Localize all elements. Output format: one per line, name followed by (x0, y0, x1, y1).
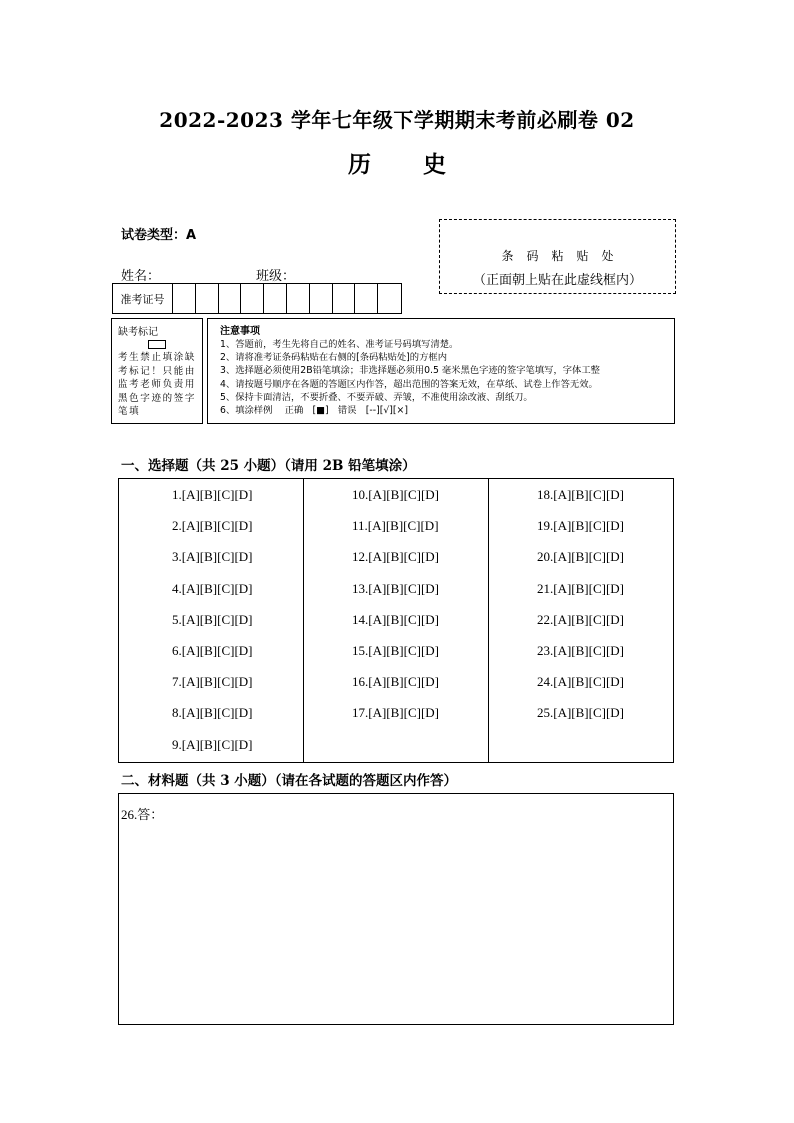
exam-id-cell[interactable] (287, 284, 310, 313)
mc-question[interactable]: 7.[A][B][C][D] (172, 674, 253, 690)
notice-item: 6、填涂样例 正确 [■] 错误 [--][√][×] (220, 405, 408, 417)
exam-id-cell[interactable] (264, 284, 287, 313)
absent-mark-checkbox[interactable] (148, 340, 166, 349)
mc-question[interactable]: 22.[A][B][C][D] (537, 611, 625, 627)
notice-box (207, 318, 675, 424)
name-class-line (121, 265, 395, 284)
absent-mark-title: 缺考标记 (118, 327, 158, 338)
mc-question[interactable]: 11.[A][B][C][D] (352, 518, 439, 534)
exam-id-grid (112, 283, 402, 314)
absent-mark-box (111, 318, 203, 424)
notice-title: 注意事项 (220, 326, 260, 337)
barcode-title: 条码粘贴处 (501, 249, 627, 263)
mc-question[interactable]: 10.[A][B][C][D] (352, 487, 440, 502)
exam-id-cell[interactable] (310, 284, 333, 313)
exam-id-cell[interactable] (173, 284, 196, 313)
section1-title: 一、选择题（共 25 小题）（请用 2B 铅笔填涂） (121, 458, 416, 474)
notice-item: 1、答题前，考生先将自己的姓名、准考证号码填写清楚。 (220, 339, 459, 350)
exam-id-cell[interactable] (333, 284, 356, 313)
mc-question[interactable]: 6.[A][B][C][D] (172, 642, 253, 658)
class-field[interactable] (295, 270, 395, 284)
mc-question[interactable]: 19.[A][B][C][D] (537, 518, 625, 534)
mc-question[interactable]: 15.[A][B][C][D] (352, 642, 440, 658)
exam-id-cell[interactable] (219, 284, 242, 313)
notice-item: 2、请将准考证条码粘贴在右侧的[条码粘贴处]的方框内 (220, 352, 447, 364)
mc-question[interactable]: 8.[A][B][C][D] (172, 705, 253, 721)
exam-id-cell[interactable] (196, 284, 219, 313)
exam-id-cell[interactable] (378, 284, 401, 313)
paper-type: 试卷类型：A (121, 228, 197, 243)
mc-question[interactable]: 25.[A][B][C][D] (537, 705, 625, 721)
absent-mark-text: 考生禁止填涂缺考标记！只能由监考老师负责用黑色字迹的签字笔填 (118, 352, 196, 417)
exam-id-cell[interactable] (355, 284, 378, 313)
mc-question[interactable]: 13.[A][B][C][D] (352, 580, 440, 596)
mc-question[interactable]: 2.[A][B][C][D] (172, 518, 253, 534)
barcode-area (439, 219, 676, 294)
mc-column-2 (304, 479, 489, 762)
page-title: 2022-2023 学年七年级下学期期末考前必刷卷 02 (159, 108, 635, 132)
notice-item: 4、请按题号顺序在各题的答题区内作答，超出范围的答案无效，在草纸、试卷上作答无效。 (220, 378, 598, 390)
subject-title: 历 史 (347, 151, 468, 178)
mc-question[interactable]: 14.[A][B][C][D] (352, 611, 440, 627)
section2-title: 二、材料题（共 3 小题）（请在各试题的答题区内作答） (121, 773, 458, 789)
mc-question[interactable]: 16.[A][B][C][D] (352, 674, 440, 690)
exam-id-cell[interactable] (241, 284, 264, 313)
mc-question[interactable]: 4.[A][B][C][D] (172, 580, 253, 596)
mc-question[interactable]: 3.[A][B][C][D] (172, 549, 253, 565)
barcode-instruction: （正面朝上贴在此虚线框内） (472, 273, 642, 288)
mc-column-3 (489, 479, 673, 762)
name-field[interactable] (160, 270, 256, 284)
mc-question[interactable]: 24.[A][B][C][D] (537, 674, 625, 690)
exam-id-label: 准考证号 (113, 284, 173, 313)
mc-question[interactable]: 20.[A][B][C][D] (537, 549, 625, 565)
mc-question[interactable]: 1.[A][B][C][D] (172, 487, 253, 502)
notice-item: 5、保持卡面清洁，不要折叠、不要弄破、弄皱，不准使用涂改液、刮纸刀。 (220, 391, 533, 403)
mc-question[interactable]: 12.[A][B][C][D] (352, 549, 440, 565)
mc-question[interactable]: 18.[A][B][C][D] (537, 487, 625, 502)
name-label: 姓名： (121, 269, 161, 284)
answer-area-26[interactable] (118, 793, 674, 1025)
mc-column-1 (119, 479, 304, 762)
notice-item: 3、选择题必须使用2B铅笔填涂；非选择题必须用0.5 毫米黑色字迹的签字笔填写，字体工整 (220, 365, 600, 377)
mc-question[interactable]: 21.[A][B][C][D] (537, 580, 625, 596)
mc-question[interactable]: 23.[A][B][C][D] (537, 642, 625, 658)
mc-question[interactable]: 17.[A][B][C][D] (352, 705, 440, 721)
question-26-label: 26.答： (121, 807, 164, 822)
multiple-choice-grid (118, 478, 674, 763)
class-label: 班级： (256, 269, 296, 284)
mc-question[interactable]: 5.[A][B][C][D] (172, 611, 253, 627)
mc-question[interactable]: 9.[A][B][C][D] (172, 736, 253, 752)
